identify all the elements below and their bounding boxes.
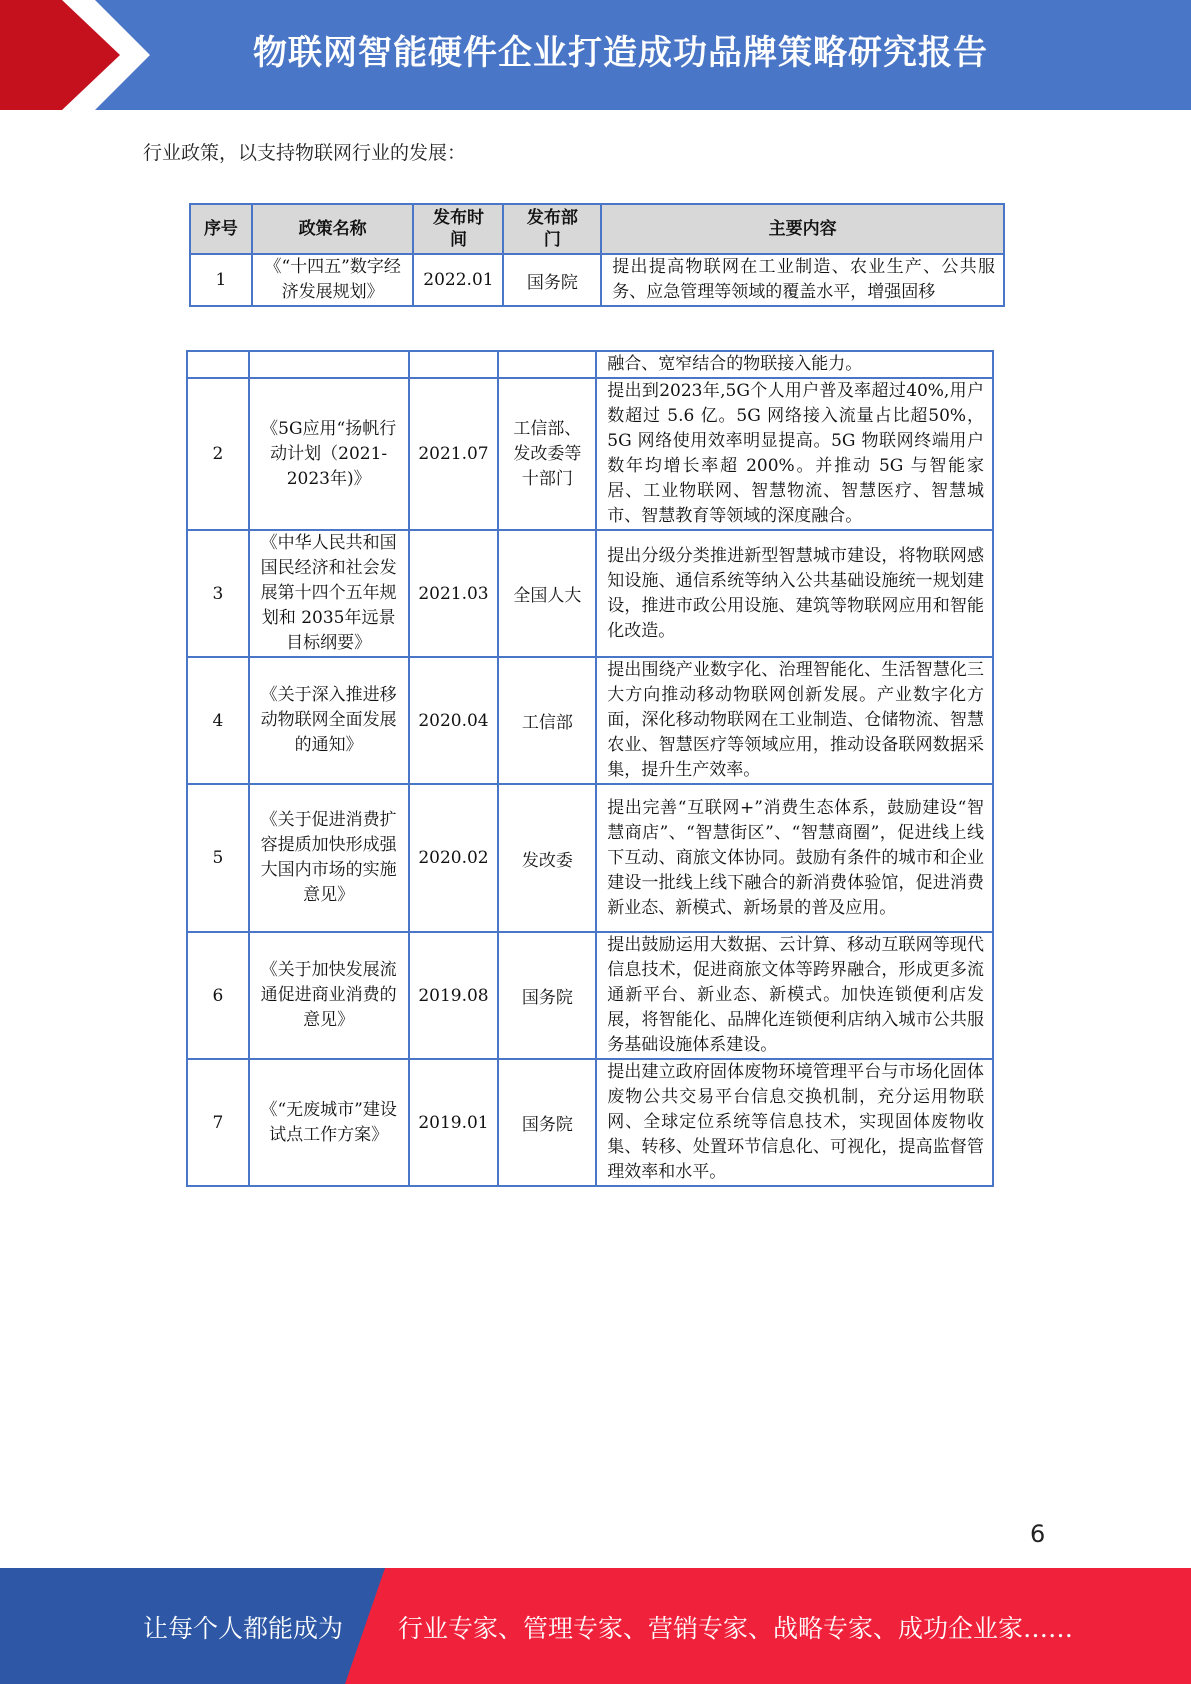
- row-content: 融合、宽窄结合的物联接入能力。: [596, 351, 993, 378]
- row-content: 提出围绕产业数字化、治理智能化、生活智慧化三大方向推动移动物联网创新发展。产业数字化方面，深化移动物联网在工业制造、仓储物流、智慧农业、智慧医疗等领域应用，推动设备联网数据采集，提升生产效率。: [596, 657, 993, 784]
- row-name: [249, 351, 409, 378]
- row-no: 6: [187, 932, 249, 1059]
- row-content: 提出分级分类推进新型智慧城市建设，将物联网感知设施、通信系统等纳入公共基础设施统一规划建设，推进市政公用设施、建筑等物联网应用和智能化改造。: [596, 530, 993, 657]
- row-no: 1: [190, 254, 252, 306]
- row-no: 7: [187, 1059, 249, 1186]
- row-name: 《关于促进消费扩容提质加快形成强大国内市场的实施意见》: [249, 784, 409, 932]
- policy-table-part-1: [189, 203, 1005, 307]
- table-row: [187, 784, 993, 932]
- row-name: 《中华人民共和国国民经济和社会发展第十四个五年规划和 2035年远景目标纲要》: [249, 530, 409, 657]
- row-dept: 工信部: [498, 657, 596, 784]
- row-dept: 全国人大: [498, 530, 596, 657]
- row-date: 2019.08: [409, 932, 499, 1059]
- row-date: 2021.03: [409, 530, 499, 657]
- row-name: 《5G应用“扬帆行动计划（2021-2023年)》: [249, 378, 409, 530]
- page-footer: [0, 1568, 1191, 1684]
- policy-table-part-2: [186, 350, 994, 1187]
- intro-text: 行业政策，以支持物联网行业的发展：: [143, 142, 467, 164]
- header-dept: 发布部门: [503, 204, 601, 254]
- table-row: [187, 657, 993, 784]
- row-dept: [498, 351, 596, 378]
- row-no: 4: [187, 657, 249, 784]
- table-row: [187, 378, 993, 530]
- table-row: [187, 1059, 993, 1186]
- page-number: 6: [1030, 1520, 1046, 1548]
- row-dept: 国务院: [498, 1059, 596, 1186]
- page-header: [0, 0, 1191, 110]
- row-name: 《“无废城市”建设试点工作方案》: [249, 1059, 409, 1186]
- row-date: 2020.02: [409, 784, 499, 932]
- row-name: 《关于加快发展流通促进商业消费的意见》: [249, 932, 409, 1059]
- report-title: 物联网智能硬件企业打造成功品牌策略研究报告: [253, 33, 988, 73]
- row-date: 2020.04: [409, 657, 499, 784]
- header-no: 序号: [190, 204, 252, 254]
- row-content: 提出到2023年,5G个人用户普及率超过40%,用户数超过 5.6 亿。5G 网络接入流量占比超50%，5G 网络使用效率明显提高。5G 物联网终端用户数年均增长率超 200%。并推动 5G 与智能家居、工业物联网、智慧物流、智慧医疗、智慧城市、智慧教育等领域的深度融合。: [596, 378, 993, 530]
- row-name: 《关于深入推进移动物联网全面发展的通知》: [249, 657, 409, 784]
- row-content: 提出建立政府固体废物环境管理平台与市场化固体废物公共交易平台信息交换机制，充分运用物联网、全球定位系统等信息技术，实现固体废物收集、转移、处置环节信息化、可视化，提高监督管理效率和水平。: [596, 1059, 993, 1186]
- table-row: [190, 254, 1004, 306]
- table-row: [187, 932, 993, 1059]
- row-content: 提出完善“互联网+”消费生态体系，鼓励建设“智慧商店”、“智慧街区”、“智慧商圈”，促进线上线下互动、商旅文体协同。鼓励有条件的城市和企业建设一批线上线下融合的新消费体验馆，促进消费新业态、新模式、新场景的普及应用。: [596, 784, 993, 932]
- row-dept: 国务院: [503, 254, 601, 306]
- row-content: 提出提高物联网在工业制造、农业生产、公共服务、应急管理等领域的覆盖水平，增强固移: [601, 254, 1004, 306]
- row-no: [187, 351, 249, 378]
- footer-left-text: 让每个人都能成为: [143, 1614, 344, 1643]
- table-row: [187, 530, 993, 657]
- row-no: 2: [187, 378, 249, 530]
- row-dept: 国务院: [498, 932, 596, 1059]
- row-content: 提出鼓励运用大数据、云计算、移动互联网等现代信息技术，促进商旅文体等跨界融合，形成更多流通新平台、新业态、新模式。加快连锁便利店发展，将智能化、品牌化连锁便利店纳入城市公共服务基础设施体系建设。: [596, 932, 993, 1059]
- table-row: [187, 351, 993, 378]
- row-date: 2022.01: [413, 254, 503, 306]
- row-name: 《“十四五”数字经济发展规划》: [252, 254, 414, 306]
- header-content: 主要内容: [601, 204, 1004, 254]
- row-date: 2019.01: [409, 1059, 499, 1186]
- chevron-arrow-icon: [0, 0, 160, 110]
- header-date: 发布时间: [413, 204, 503, 254]
- row-dept: 发改委: [498, 784, 596, 932]
- header-name: 政策名称: [252, 204, 414, 254]
- row-dept: 工信部、发改委等十部门: [498, 378, 596, 530]
- row-date: 2021.07: [409, 378, 499, 530]
- row-no: 5: [187, 784, 249, 932]
- table-header-row: [190, 204, 1004, 254]
- row-no: 3: [187, 530, 249, 657]
- row-date: [409, 351, 499, 378]
- footer-right-text: 行业专家、管理专家、营销专家、战略专家、成功企业家……: [398, 1614, 1074, 1643]
